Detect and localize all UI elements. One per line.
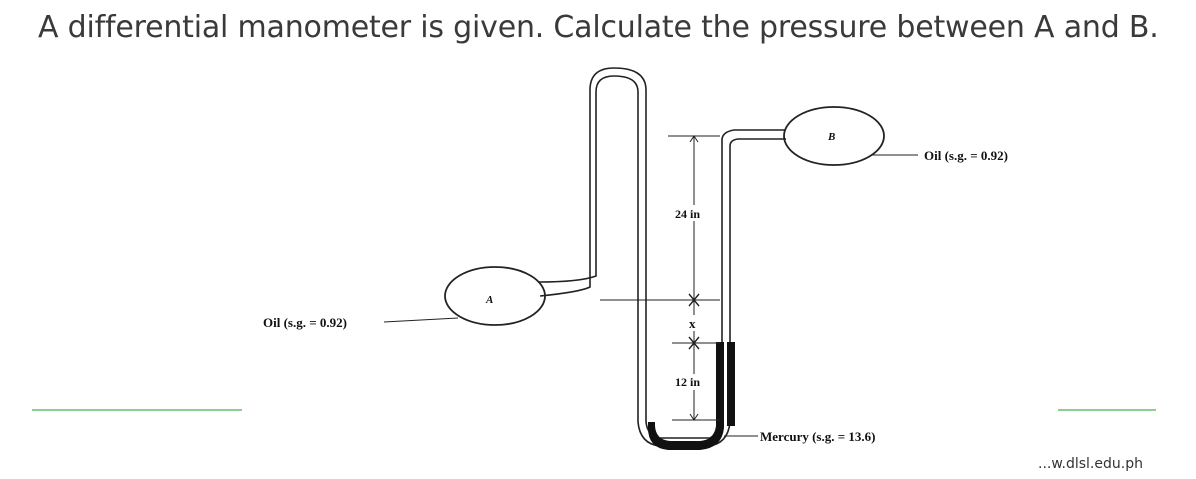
vessel-b-label: B [828, 131, 836, 143]
source-url: ...w.dlsl.edu.ph [1038, 456, 1143, 472]
divider-left [32, 409, 242, 411]
vessel-a-label: A [486, 294, 494, 306]
pipe-inner-wall [538, 76, 786, 446]
mercury-column [648, 342, 724, 450]
leader-oil-left [384, 318, 458, 322]
page-title: A differential manometer is given. Calculate the pressure between A and B. [38, 10, 1159, 45]
pipe-a-connection [540, 68, 786, 438]
dimension-12-label: 12 in [675, 375, 701, 389]
dimension-x-label: x [689, 316, 696, 331]
oil-left-label: Oil (s.g. = 0.92) [263, 315, 347, 330]
oil-right-label: Oil (s.g. = 0.92) [924, 148, 1008, 163]
mercury-right-leg [727, 342, 735, 426]
mercury-label: Mercury (s.g. = 13.6) [760, 429, 876, 444]
divider-right [1058, 409, 1156, 411]
dimension-24-label: 24 in [675, 207, 701, 221]
vessel-a [445, 267, 545, 325]
